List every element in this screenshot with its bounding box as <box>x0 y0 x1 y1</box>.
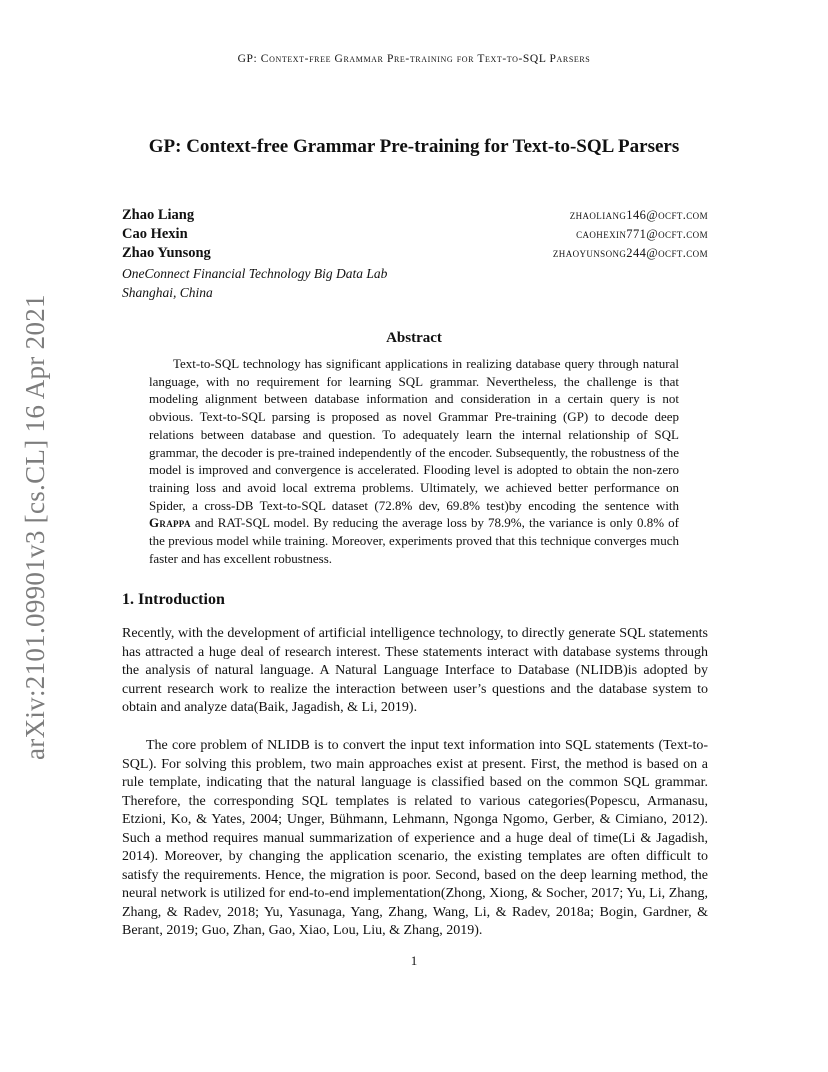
author-email: zhaoyunsong244@ocft.com <box>552 246 708 260</box>
running-head: GP: Context-free Grammar Pre-training for Text-to-SQL Parsers <box>237 53 591 65</box>
abstract-body <box>149 355 679 567</box>
author-block <box>122 207 708 302</box>
author-name: Cao Hexin <box>122 226 188 242</box>
abstract-heading: Abstract <box>386 330 442 346</box>
author-email: zhaoliang146@ocft.com <box>569 208 708 222</box>
author-row <box>122 207 708 226</box>
author-row <box>122 245 708 264</box>
model-name: Grappa <box>149 515 191 531</box>
author-row <box>122 226 708 245</box>
abstract-text-part: and RAT-SQL model. By reducing the average loss by 78.9%, the variance is only 0.8% of the previous model while training. Moreover, experiments proved that this technique converges much faster and has excellent robustness. <box>149 515 679 566</box>
author-name: Zhao Yunsong <box>122 245 211 261</box>
body-paragraph: The core problem of NLIDB is to convert the input text information into SQL statements (Text-to-SQL). For solving this problem, two main approaches exist at present. First, the method is based on a rule template, indicating that the natural language is classified based on the common SQL grammar. Therefore, the corresponding SQL templates is related to various categories(Popescu, Armanasu, Etzioni, Ko, & Yates, 2004; Unger, Bühmann, Lehmann, Ngonga Ngomo, Gerber, & Cimiano, 2012). Such a method requires manual summarization of experience and a huge deal of time(Li & Jagadish, 2014). Moreover, by changing the application scenario, the existing templates are often difficult to satisfy the requirements. Hence, the migration is poor. Second, based on the deep learning method, the neural network is utilized for end-to-end implementation(Zhong, Xiong, & Socher, 2017; Yu, Li, Zhang, Zhang, & Radev, 2018; Yu, Yasunaga, Yang, Zhang, Wang, Li, & Radev, 2018a; Bogin, Gardner, & Berant, 2019; Guo, Zhan, Gao, Xiao, Lou, Liu, & Zhang, 2019). <box>122 738 708 938</box>
author-name: Zhao Liang <box>122 207 195 223</box>
section-heading: 1. Introduction <box>122 591 225 608</box>
affiliation: OneConnect Financial Technology Big Data Lab <box>122 266 388 281</box>
page-number: 1 <box>410 953 418 968</box>
arxiv-identifier-stamp: arXiv:2101.09901v3 [cs.CL] 16 Apr 2021 <box>20 294 50 760</box>
abstract-text-part: Text-to-SQL technology has significant applications in realizing database query through natural language, with no requirement for learning SQL grammar. Nevertheless, the challenge is that modeling alignment between database information and consideration in a certain query is not obvious. Text-to-SQL parsing is proposed as novel Grammar Pre-training (GP) to decode deep relations between database and question. To adequately learn the internal relationship of SQL grammar, the decoder is pre-trained independently of the encoder. Subsequently, the robustness of the model is improved and convergence is accelerated. Flooding level is adopted to obtain the non-zero training loss and avoid local extrema problems. Ultimately, we achieved better performance on Spider, a cross-DB Text-to-SQL dataset (72.8% dev, 69.8% test)by encoding the sentence with <box>149 356 679 513</box>
body-paragraph: Recently, with the development of artificial intelligence technology, to directly generate SQL statements has attracted a huge deal of research interest. These statements interact with database systems through the analysis of natural language. A Natural Language Interface to Database (NLIDB)is adopted by current research work to realize the interaction between user’s questions and the database system to obtain and analyze data(Baik, Jagadish, & Li, 2019). <box>122 626 708 715</box>
author-email: caohexin771@ocft.com <box>576 227 708 241</box>
paper-title: GP: Context-free Grammar Pre-training for Text-to-SQL Parsers <box>148 136 680 157</box>
location: Shanghai, China <box>122 285 213 300</box>
